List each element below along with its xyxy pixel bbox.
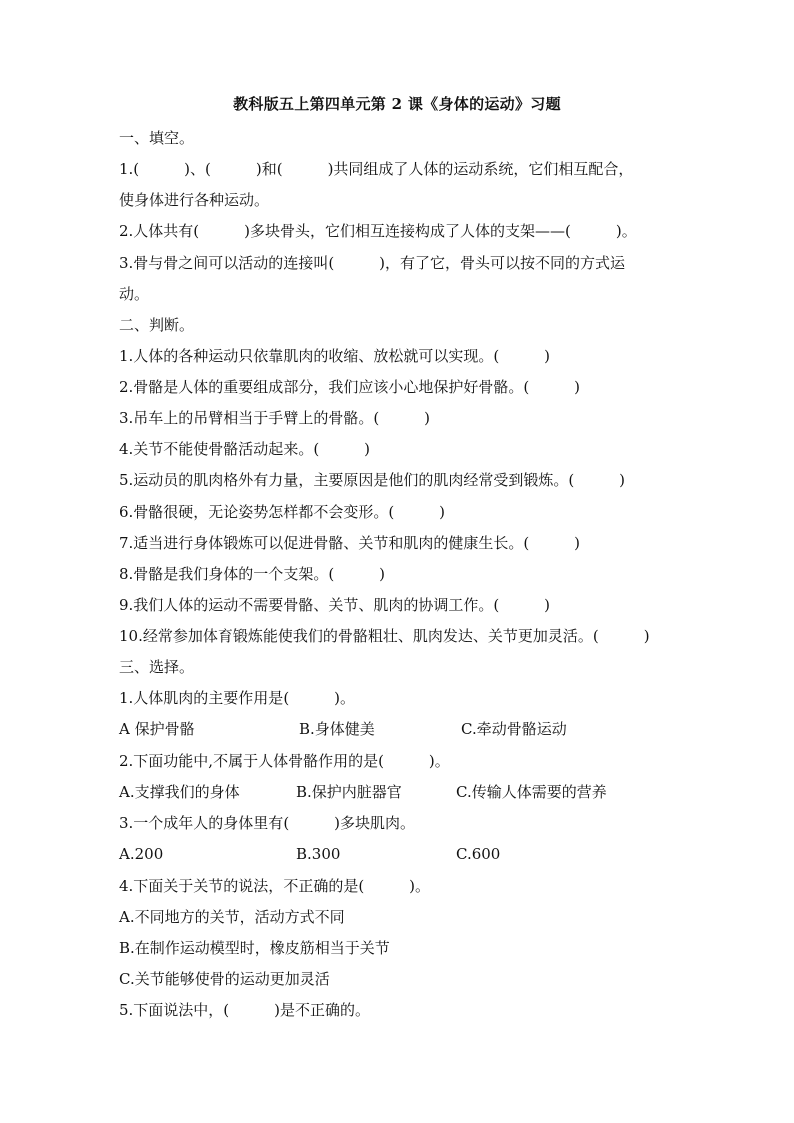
choice-question-1: 1.人体肌肉的主要作用是( )。 (119, 689, 356, 707)
fill-question-2: 2.人体共有( )多块骨头，它们相互连接构成了人体的支架——( )。 (119, 222, 637, 240)
choice-3-option-c: C.600 (456, 845, 501, 863)
judge-item: 5.运动员的肌肉格外有力量，主要原因是他们的肌肉经常受到锻炼。( ) (119, 471, 626, 489)
judge-item: 1.人体的各种运动只依靠肌肉的收缩、放松就可以实现。( ) (119, 347, 551, 365)
judge-item: 4.关节不能使骨骼活动起来。( ) (119, 440, 371, 458)
section-heading-choice: 三、选择。 (119, 658, 195, 676)
choice-question-3: 3.一个成年人的身体里有( )多块肌肉。 (119, 814, 416, 832)
choice-1-option-b: B.身体健美 (299, 720, 375, 738)
choice-1-option-a: A 保护骨骼 (119, 720, 195, 738)
fill-question-3-line-2: 动。 (119, 285, 150, 303)
fill-question-1-line-2: 使身体进行各种运动。 (119, 191, 270, 209)
choice-3-option-b: B.300 (296, 845, 341, 863)
judge-item: 2.骨骼是人体的重要组成部分，我们应该小心地保护好骨骼。( ) (119, 378, 581, 396)
judge-item: 6.骨骼很硬，无论姿势怎样都不会变形。( ) (119, 503, 446, 521)
choice-1-option-c: C.牵动骨骼运动 (461, 720, 567, 738)
choice-question-2: 2.下面功能中,不属于人体骨骼作用的是( )。 (119, 752, 450, 770)
choice-question-4: 4.下面关于关节的说法，不正确的是( )。 (119, 877, 431, 895)
choice-2-option-c: C.传输人体需要的营养 (456, 783, 607, 801)
judge-item: 10.经常参加体育锻炼能使我们的骨骼粗壮、肌肉发达、关节更加灵活。( ) (119, 627, 650, 645)
fill-question-1-line-1: 1.( )、( )和( )共同组成了人体的运动系统，它们相互配合， (119, 160, 634, 178)
choice-3-option-a: A.200 (119, 845, 164, 863)
judge-item: 9.我们人体的运动不需要骨骼、关节、肌肉的协调工作。( ) (119, 596, 551, 614)
judge-item: 7.适当进行身体锻炼可以促进骨骼、关节和肌肉的健康生长。( ) (119, 534, 581, 552)
choice-4-option-b: B.在制作运动模型时，橡皮筋相当于关节 (119, 939, 390, 957)
section-heading-judge: 二、判断。 (119, 316, 195, 334)
choice-2-option-a: A.支撑我们的身体 (119, 783, 240, 801)
page-title: 教科版五上第四单元第 2 课《身体的运动》习题 (233, 95, 561, 113)
choice-4-option-c: C.关节能够使骨的运动更加灵活 (119, 970, 330, 988)
choice-2-option-b: B.保护内脏器官 (296, 783, 402, 801)
fill-question-3-line-1: 3.骨与骨之间可以活动的连接叫( )，有了它，骨头可以按不同的方式运 (119, 254, 626, 272)
section-heading-fill: 一、填空。 (119, 129, 195, 147)
choice-4-option-a: A.不同地方的关节，活动方式不同 (119, 908, 345, 926)
judge-item: 8.骨骼是我们身体的一个支架。( ) (119, 565, 386, 583)
judge-item: 3.吊车上的吊臂相当于手臂上的骨骼。( ) (119, 409, 431, 427)
choice-question-5: 5.下面说法中，( )是不正确的。 (119, 1001, 371, 1019)
